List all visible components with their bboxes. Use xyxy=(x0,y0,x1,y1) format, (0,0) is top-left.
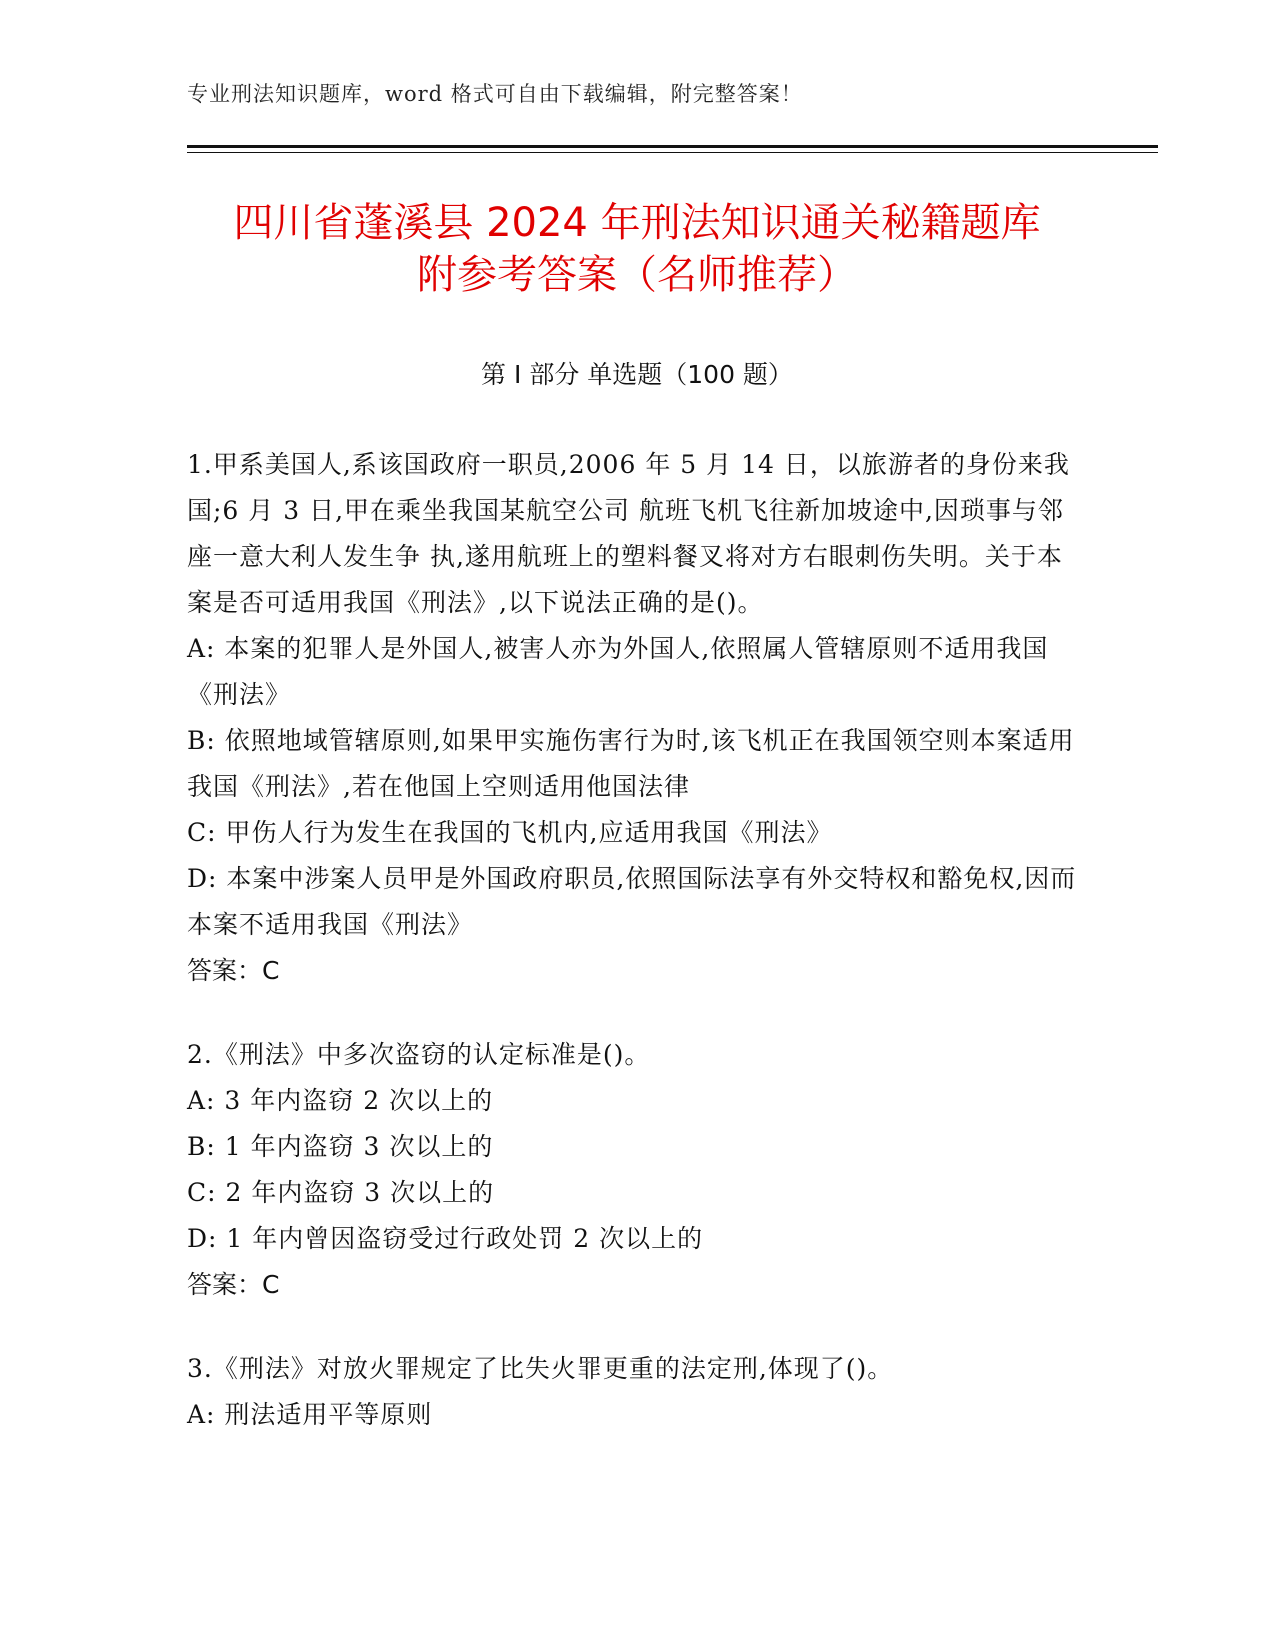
question-1 xyxy=(187,442,1087,994)
option-a: A: 本案的犯罪人是外国人,被害人亦为外国人,依照属人管辖原则不适用我国《刑法》 xyxy=(187,634,1049,709)
header-note: 专业刑法知识题库，word 格式可自由下载编辑，附完整答案！ xyxy=(187,82,803,106)
option-a: A: 3 年内盗窃 2 次以上的 xyxy=(187,1086,494,1115)
section-heading: 第 I 部分 单选题（100 题） xyxy=(481,360,793,389)
question-stem: 3.《刑法》对放火罪规定了比失火罪更重的法定刑,体现了()。 xyxy=(187,1354,894,1383)
document-title-line-2: 附参考答案（名师推荐） xyxy=(417,252,857,298)
question-list xyxy=(187,442,1087,1476)
document-title xyxy=(187,197,1087,301)
answer-line: 答案：C xyxy=(187,956,280,985)
option-b: B: 依照地域管辖原则,如果甲实施伤害行为时,该飞机正在我国领空则本案适用我国《刑法》,若在他国上空则适用他国法律 xyxy=(187,726,1075,801)
document-title-line-1: 四川省蓬溪县 2024 年刑法知识通关秘籍题库 xyxy=(233,200,1041,246)
option-d: D: 本案中涉案人员甲是外国政府职员,依照国际法享有外交特权和豁免权,因而本案不适用我国《刑法》 xyxy=(187,864,1077,939)
question-stem: 1.甲系美国人,系该国政府一职员,2006 年 5 月 14 日，以旅游者的身份来我国;6 月 3 日,甲在乘坐我国某航空公司 航班飞机飞往新加坡途中,因琐事与邻座一意大利人发生争 执,遂用航班上的塑料餐叉将对方右眼刺伤失明。关于本案是否可适用我国《刑法》,以下说法正确的是()。 xyxy=(187,450,1070,617)
question-3 xyxy=(187,1346,1087,1438)
answer-line: 答案：C xyxy=(187,1270,280,1299)
option-d: D: 1 年内曾因盗窃受过行政处罚 2 次以上的 xyxy=(187,1224,704,1253)
header-rule-thick xyxy=(187,145,1158,148)
option-a: A: 刑法适用平等原则 xyxy=(187,1400,433,1429)
question-2 xyxy=(187,1032,1087,1308)
option-c: C: 甲伤人行为发生在我国的飞机内,应适用我国《刑法》 xyxy=(187,818,833,847)
option-b: B: 1 年内盗窃 3 次以上的 xyxy=(187,1132,494,1161)
question-stem: 2.《刑法》中多次盗窃的认定标准是()。 xyxy=(187,1040,651,1069)
header-rule-thin xyxy=(187,152,1158,153)
option-c: C: 2 年内盗窃 3 次以上的 xyxy=(187,1178,495,1207)
